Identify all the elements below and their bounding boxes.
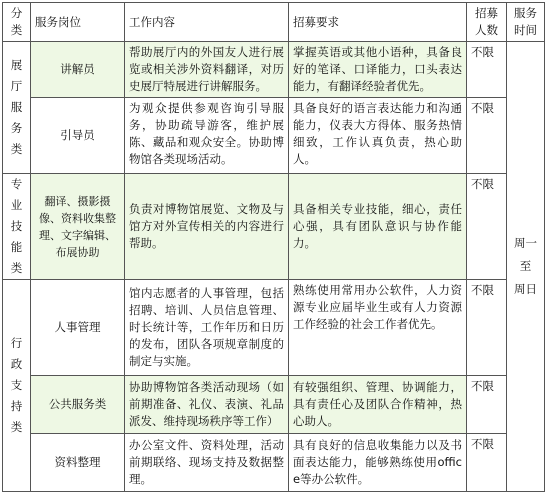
requirements-cell: 掌握英语或其他小语种，具备良好的笔译、口译能力，口头表达能力，有翻译经验者优先。 [289, 42, 467, 98]
header-headcount: 招募人数 [467, 3, 507, 42]
headcount-cell: 不限 [467, 280, 507, 376]
requirements-cell: 具备良好的语言表达能力和沟通能力，仪表大方得体、服务热情细致，工作认真负责，热心助人。 [289, 98, 467, 174]
header-requirements: 招募要求 [289, 3, 467, 42]
header-category: 分类 [3, 3, 31, 42]
position-cell: 人事管理 [31, 280, 125, 376]
headcount-cell: 不限 [467, 376, 507, 434]
requirements-cell: 熟练使用常用办公软件，人力资源专业应届毕业生或有人力资源工作经验的社会工作者优先。 [289, 280, 467, 376]
position-cell: 资料整理 [31, 434, 125, 492]
table-row [3, 434, 545, 492]
duties-cell: 负责对博物馆展览、文物及与馆方对外宣传相关的内容进行帮助。 [125, 174, 289, 280]
position-cell: 公共服务类 [31, 376, 125, 434]
table-row [3, 42, 545, 98]
table-row [3, 174, 545, 280]
headcount-cell: 不限 [467, 174, 507, 280]
duties-cell: 为观众提供参观咨询引导服务，协助疏导游客，维护展陈、藏品和观众安全。协助博物馆各类现场活动。 [125, 98, 289, 174]
category-professional: 专 业 技 能 类 [3, 174, 31, 280]
requirements-cell: 具有良好的信息收集能力以及书面表达能力，能够熟练使用office等办公软件。 [289, 434, 467, 492]
duties-cell: 帮助展厅内的外国友人进行展览或相关涉外资料翻译，对历史展厅特展进行讲解服务。 [125, 42, 289, 98]
service-time-cell: 周一 至 周日 [507, 42, 545, 492]
table-row [3, 98, 545, 174]
headcount-cell: 不限 [467, 42, 507, 98]
category-admin: 行 政 支 持 类 [3, 280, 31, 492]
duties-cell: 协助博物馆各类活动现场（如前期准备、礼仪、表演、礼品派发、维持现场秩序等工作） [125, 376, 289, 434]
header-position: 服务岗位 [31, 3, 125, 42]
recruitment-table [2, 2, 545, 492]
header-duties: 工作内容 [125, 3, 289, 42]
table-row [3, 376, 545, 434]
table-row [3, 280, 545, 376]
position-cell: 讲解员 [31, 42, 125, 98]
header-row [3, 3, 545, 42]
requirements-cell: 具备相关专业技能，细心，责任心强，具有团队意识与协作能力。 [289, 174, 467, 280]
duties-cell: 馆内志愿者的人事管理，包括招聘、培训、人员信息管理、时长统计等，工作年历和日历的发布，团队各项规章制度的制定与实施。 [125, 280, 289, 376]
position-cell: 引导员 [31, 98, 125, 174]
duties-cell: 办公室文件、资料处理，活动前期联络、现场支持及数据整理。 [125, 434, 289, 492]
position-cell: 翻译、摄影摄 像、资料收集整 理、文字编辑、 布展协助 [31, 174, 125, 280]
header-time: 服务时间 [507, 3, 545, 42]
headcount-cell: 不限 [467, 98, 507, 174]
requirements-cell: 有较强组织、管理、协调能力，具有责任心及团队合作精神，热心助人。 [289, 376, 467, 434]
headcount-cell: 不限 [467, 434, 507, 492]
category-hall: 展 厅 服 务 类 [3, 42, 31, 174]
